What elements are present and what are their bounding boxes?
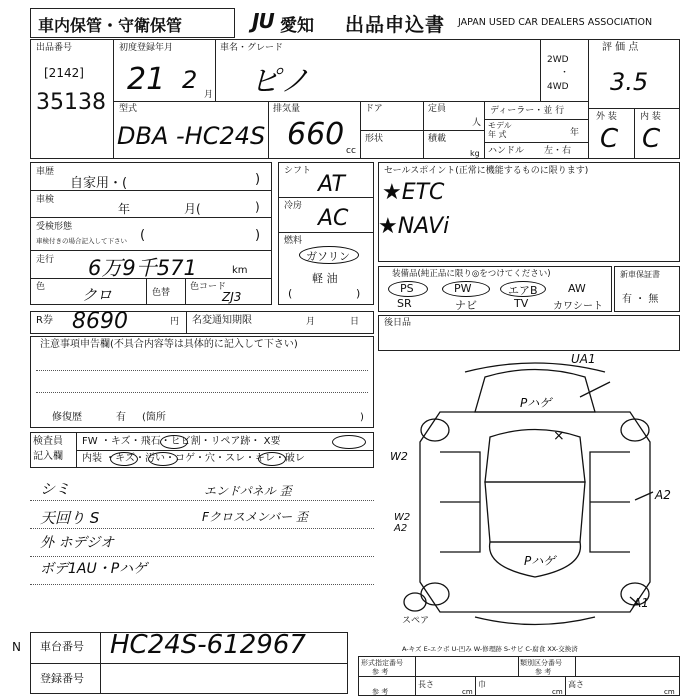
spec-type-ref: 参 考 [372,668,389,676]
first-reg-month: 2 [182,66,198,94]
drive-2wd: 2WD [547,55,569,65]
sales-point-2: ★NAVi [378,214,450,239]
repair-place-close: ) [360,412,364,423]
notes-label: 注意事項申告欄(不具合内容等は具体的に記入して下さい) [40,339,298,350]
ju-logo [252,9,274,33]
model-year-unit: 年 [570,128,580,138]
deadline-month: 月 [306,317,316,327]
history-value: 自家用・( [70,176,128,191]
fuel-gasoline: ガソリン [306,250,350,263]
recycle-unit: 円 [170,317,180,327]
registration-label: 登録番号 [40,672,84,685]
color-label: 色 [36,282,46,292]
note-line-1: シミ [40,480,71,498]
fuel-label: 燃料 [284,236,303,246]
ac-label: 冷房 [284,201,303,211]
diagram-a2-right: A2 [655,488,671,502]
color-code-label: 色コード [190,282,227,292]
ju-logo-mark: JU [252,9,274,33]
displacement-label: 排気量 [273,104,301,114]
diagram-roof-label: Pハゲ [520,396,552,410]
note-line-2-right: Fクロスメンバー 歪 [202,510,308,524]
fuel-diesel: 軽 油 [312,272,338,285]
spec-type-label: 形式指定番号 [361,659,403,667]
inspector-label-1: 検査員 [33,436,63,447]
fuel-open: ( [288,287,293,300]
capacity-unit: 人 [472,118,482,128]
spec-height-cm: cm [664,688,675,696]
recycle-label: R券 [36,315,53,326]
note-line-3: 外 ホデジオ [40,535,115,551]
spec-width: 巾 [478,680,486,689]
fuel-close: ) [356,287,361,300]
inspector-label-2: 記入欄 [33,451,63,462]
note-line-2: 天回り S [40,509,100,527]
sales-point-1: ★ETC [382,180,445,205]
inspector-circle-3 [110,452,138,466]
transfer-close: ) [255,228,261,243]
interior-label: 内 装 [640,112,661,122]
spec-class-label: 類別区分番号 [520,659,562,667]
transfer-note: 車検付きの場合記入して下さい [36,237,127,245]
transfer-open: ( [140,228,146,243]
sales-points-block [378,162,680,262]
chassis-value: HC24S-612967 [110,630,306,660]
equipment-seat: カワシート [553,301,603,312]
later-date-label: 後日品 [384,318,412,328]
inspection-year: 年 [118,202,131,216]
inspector-circle-1 [160,435,188,449]
inspection-close: ) [255,200,260,214]
exterior-grade: C [600,124,619,154]
association-name: JAPAN USED CAR DEALERS ASSOCIATION [458,17,653,28]
load-label: 積載 [428,134,447,144]
spec-length: 長さ [418,680,434,689]
equipment-navi: ナビ [455,299,477,312]
inspector-circle-4 [148,452,178,466]
diagram-hood-mark: × [553,428,565,444]
model-name-value: ピノ [250,64,310,99]
repair-label: 修復歴 [52,412,82,423]
repair-value: 有 [116,412,126,423]
deadline-day: 日 [350,317,360,327]
model-name-label: 車名・グレード [220,43,284,53]
inspector-circle-5 [258,452,286,466]
repair-place-label: (箇所 [142,412,166,423]
rating-value: 3.5 [610,68,649,96]
form-title: 出品申込書 [345,14,446,36]
equipment-label: 装備品(純正品に限り◎をつけてください) [392,269,551,279]
inspector-row-1: FW ・キズ・飛石・ヒビ割・リペア跡・ X要 [82,436,281,447]
color-swap-label: 色替 [152,288,171,298]
equipment-tv: TV [514,297,529,310]
handle-label: ハンドル [488,146,525,156]
type-label: 型式 [119,104,138,114]
logo-region: 愛知 [280,16,314,36]
history-close: ) [255,172,261,187]
diagram-top-label: UA1 [571,352,596,366]
inspector-circle-2 [332,435,366,449]
warranty-options: 有 ・ 無 [622,294,659,305]
equipment-ps: PS [400,282,414,295]
sales-points-label: セールスポイント(正常に機能するものに限ります) [384,166,589,176]
capacity-label: 定員 [428,104,447,114]
history-block [30,162,272,305]
storage-tag: 車内保管・守衛保管 [38,16,183,35]
inspector-row-2: 内装 ・キズ・汚い・コゲ・穴・スレ・キレ・破レ [82,453,305,464]
door-label: ドア [365,104,383,114]
shift-value: AT [318,172,345,197]
drive-4wd: 4WD [547,82,569,92]
first-reg-label: 初度登録年月 [119,43,174,53]
drive-dot: ・ [560,68,570,78]
diagram-bonnet-label: Pハゲ [524,554,556,568]
load-unit: kg [470,149,480,158]
interior-grade: C [642,124,661,154]
diagram-w2a2-left: W2 A2 [394,512,411,534]
inspection-month: 月( [184,202,201,216]
diagram-spare-label: スペア [402,616,430,626]
lot-sub-number: [2142] [44,66,84,80]
spec-length-cm: cm [462,688,473,696]
dealer-label: ディーラー・並 行 [490,106,565,116]
rating-label: 評 価 点 [602,42,639,53]
equipment-pw: PW [454,282,472,295]
spec-width-cm: cm [552,688,563,696]
warranty-label: 新車保証書 [620,270,660,279]
diagram-a1-right: A1 [633,596,649,610]
ac-value: AC [318,206,349,231]
equipment-sr: SR [397,297,412,310]
exterior-label: 外 装 [596,112,617,122]
color-value: クロ [82,286,113,304]
note-line-1-right: エンドパネル 歪 [204,484,292,498]
mileage-value: 6万9千571 [88,256,197,280]
shape-label: 形状 [365,134,384,144]
mileage-label: 走行 [36,255,55,265]
equipment-aw: AW [568,282,586,295]
equipment-airbag: エアB [508,284,538,297]
displacement-value: 660 [287,117,345,152]
margin-mark: N [12,640,21,654]
shift-label: シフト [284,166,312,176]
inspection-label: 車検 [36,195,55,205]
later-date-block [378,315,680,351]
diagram-w2-left: W2 [390,450,408,463]
displacement-unit: cc [346,146,356,156]
type-value: DBA -HC24S [117,122,266,150]
lot-number: 35138 [36,90,106,115]
diagram-legend: A-キズ E-エクボ U-凹み W-修理跡 S-サビ C-腐食 XX-交換済 [402,645,578,653]
chassis-label: 車台番号 [40,640,84,653]
deadline-label: 名変通知期限 [192,315,252,326]
first-reg-year: 21 [127,62,166,97]
mileage-unit: km [232,265,248,276]
handle-options: 左・右 [544,146,572,156]
spec-class-ref: 参 考 [535,668,552,676]
history-label: 車歴 [36,167,55,177]
spec-ref-2: 参 考 [372,688,389,696]
spec-height: 高さ [568,680,584,689]
first-reg-month-unit: 月 [204,90,214,100]
recycle-value: 8690 [72,309,128,334]
note-line-4: ボデ1AU・Pハゲ [40,561,148,577]
lot-label: 出品番号 [36,43,73,53]
model-year-label: モデル 年 式 [488,121,512,139]
color-code-value: ZJ3 [222,290,242,304]
transfer-label: 受検形態 [36,222,73,232]
